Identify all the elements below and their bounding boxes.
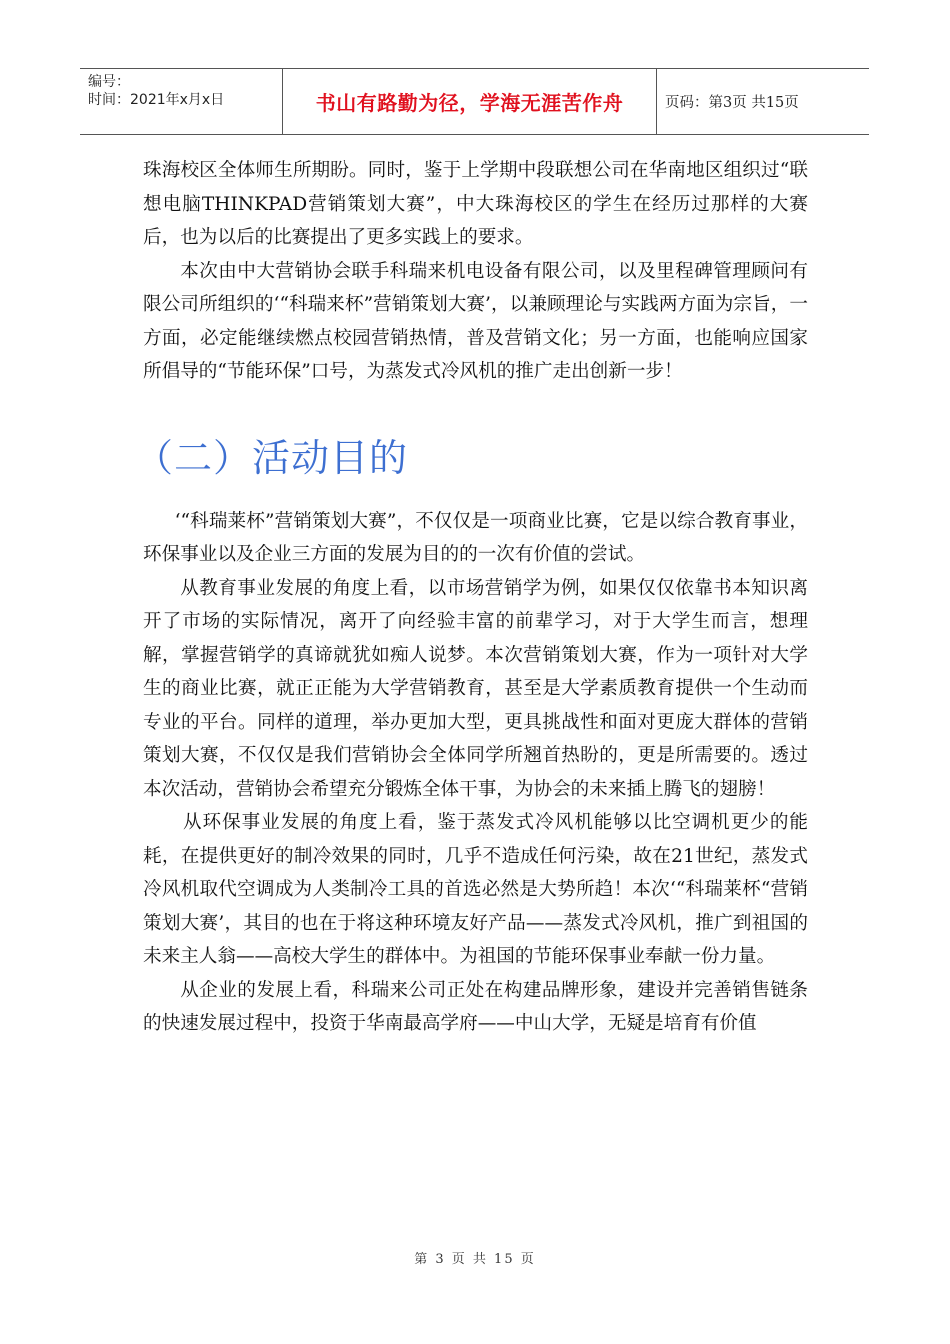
section-heading: （二）活动目的 xyxy=(135,435,409,480)
header-page-info: 页码：第3页 共15页 xyxy=(665,95,799,111)
paragraph-6: 从企业的发展上看，科瑞来公司正处在构建品牌形象，建设并完善销售链条的快速发展过程中，投资于华南最高学府——中山大学，无疑是培育有价值 xyxy=(143,979,808,1034)
document-body xyxy=(135,154,808,1041)
paragraph-5: 从环保事业发展的角度上看，鉴于蒸发式冷风机能够以比空调机更少的能耗，在提供更好的制冷效果的同时，几乎不造成任何污染，故在21世纪，蒸发式冷风机取代空调成为人类制冷工具的首选必然是大势所趋！本次‘“科瑞莱杯“营销策划大赛’，其目的也在于将这种环境友好产品——蒸发式冷风机，推广到祖国的未来主人翁——高校大学生的群体中。为祖国的节能环保事业奉献一份力量。 xyxy=(143,812,808,967)
paragraph-3: ‘“科瑞莱杯”营销策划大赛”，不仅仅是一项商业比赛，它是以综合教育事业，环保事业以及企业三方面的发展为目的的一次有价值的尝试。 xyxy=(143,510,808,565)
header-meta xyxy=(80,69,282,134)
document-time-label: 时间：2021年x月x日 xyxy=(88,92,225,108)
paragraph-2: 本次由中大营销协会联手科瑞来机电设备有限公司，以及里程碑管理顾问有限公司所组织的‘“科瑞来杯”营销策划大赛’，以兼顾理论与实践两方面为宗旨，一方面，必定能继续燃点校园营销热情，普及营销文化；另一方面，也能响应国家所倡导的“节能环保”口号，为蒸发式冷风机的推广走出创新一步！ xyxy=(143,260,808,382)
paragraph-1: 珠海校区全体师生所期盼。同时，鉴于上学期中段联想公司在华南地区组织过“联想电脑THINKPAD营销策划大赛”，中大珠海校区的学生在经历过那样的大赛后，也为以后的比赛提出了更多实践上的要求。 xyxy=(143,160,808,248)
paragraph-4: 从教育事业发展的角度上看，以市场营销学为例，如果仅仅依靠书本知识离开了市场的实际情况，离开了向经验丰富的前辈学习，对于大学生而言，想理解，掌握营销学的真谛就犹如痴人说梦。本次营销策划大赛，作为一项针对大学生的商业比赛，就正正能为大学营销教育，甚至是大学素质教育提供一个生动而专业的平台。同样的道理，举办更加大型，更具挑战性和面对更庞大群体的营销策划大赛，不仅仅是我们营销协会全体同学所翘首热盼的，更是所需要的。透过本次活动，营销协会希望充分锻炼全体干事，为协会的未来插上腾飞的翅膀！ xyxy=(143,577,808,800)
header-motto: 书山有路勤为径，学海无涯苦作舟 xyxy=(282,69,657,134)
page-footer: 第 3 页 共 15 页 xyxy=(414,1252,536,1267)
document-code-label: 编号： xyxy=(88,74,130,90)
page-header xyxy=(80,68,869,135)
